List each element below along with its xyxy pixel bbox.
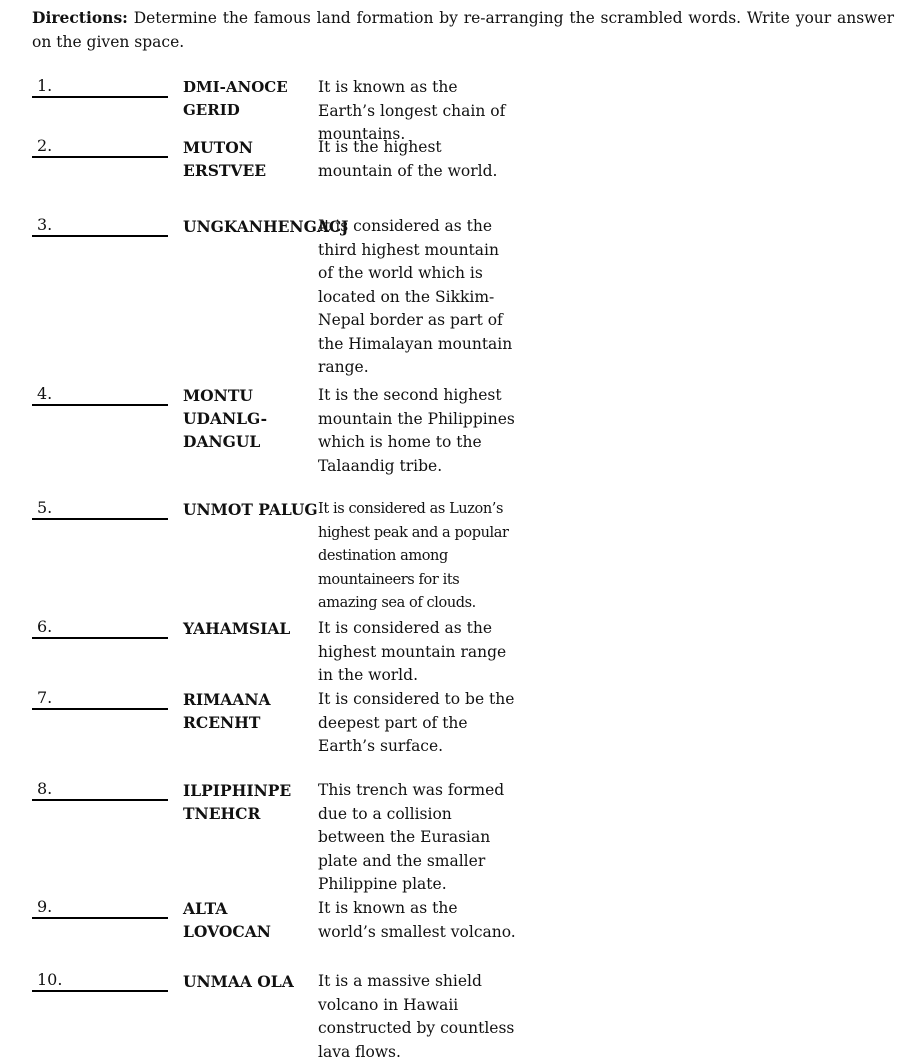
clue-1: It is known as the Earth’s longest chain of mountains.	[318, 78, 506, 143]
directions-label: Directions:	[32, 8, 128, 27]
clue-2: It is the highest mountain of the world.	[318, 138, 498, 180]
scrambled-word-9: ALTA LOVOCAN	[183, 899, 271, 941]
answer-blank-9[interactable]: 9.	[32, 897, 168, 919]
answer-blank-8[interactable]: 8.	[32, 779, 168, 801]
scrambled-word-7: RIMAANA RCENHT	[183, 690, 271, 732]
scrambled-word-5: UNMOT PALUG	[183, 500, 318, 519]
scrambled-word-2: MUTON ERSTVEE	[183, 138, 267, 180]
answer-blank-10[interactable]: 10.	[32, 970, 168, 992]
answer-blank-2[interactable]: 2.	[32, 136, 168, 158]
scrambled-word-4: MONTU UDANLG-DANGUL	[183, 386, 268, 451]
answer-blank-3[interactable]: 3.	[32, 215, 168, 237]
clue-4: It is the second highest mountain the Philippines which is home to the Talaandig tribe.	[318, 386, 515, 475]
answer-blank-6[interactable]: 6.	[32, 617, 168, 639]
directions-text: Determine the famous land formation by re-arranging the scrambled words. Write your answer on the given space.	[32, 9, 894, 51]
clue-7: It is considered to be the deepest part of the Earth’s surface.	[318, 690, 515, 755]
directions-paragraph	[32, 6, 894, 54]
answer-blank-5[interactable]: 5.	[32, 498, 168, 520]
clue-6: It is considered as the highest mountain range in the world.	[318, 619, 507, 684]
answer-blank-1[interactable]: 1.	[32, 76, 168, 98]
clue-9: It is known as the world’s smallest volcano.	[318, 899, 516, 941]
clue-10: It is a massive shield volcano in Hawaii constructed by countless lava flows.	[318, 972, 515, 1061]
scrambled-word-8: ILPIPHINPE TNEHCR	[183, 781, 292, 823]
clue-3: It is considered as the third highest mountain of the world which is located on the Sikkim-Nepal border as part of the Himalayan mountain range.	[318, 217, 513, 376]
scrambled-word-1: DMI-ANOCE GERID	[183, 78, 288, 119]
scrambled-word-6: YAHAMSIAL	[183, 619, 291, 638]
scrambled-word-3: UNGKANHENGACJ	[183, 217, 349, 236]
clue-8: This trench was formed due to a collision between the Eurasian plate and the smaller Philippine plate.	[318, 781, 505, 893]
clue-5: It is considered as Luzon’s highest peak and a popular destination among mountaineers for its amazing sea of clouds.	[318, 501, 509, 611]
answer-blank-4[interactable]: 4.	[32, 384, 168, 406]
scrambled-word-10: UNMAA OLA	[183, 972, 294, 991]
answer-blank-7[interactable]: 7.	[32, 688, 168, 710]
